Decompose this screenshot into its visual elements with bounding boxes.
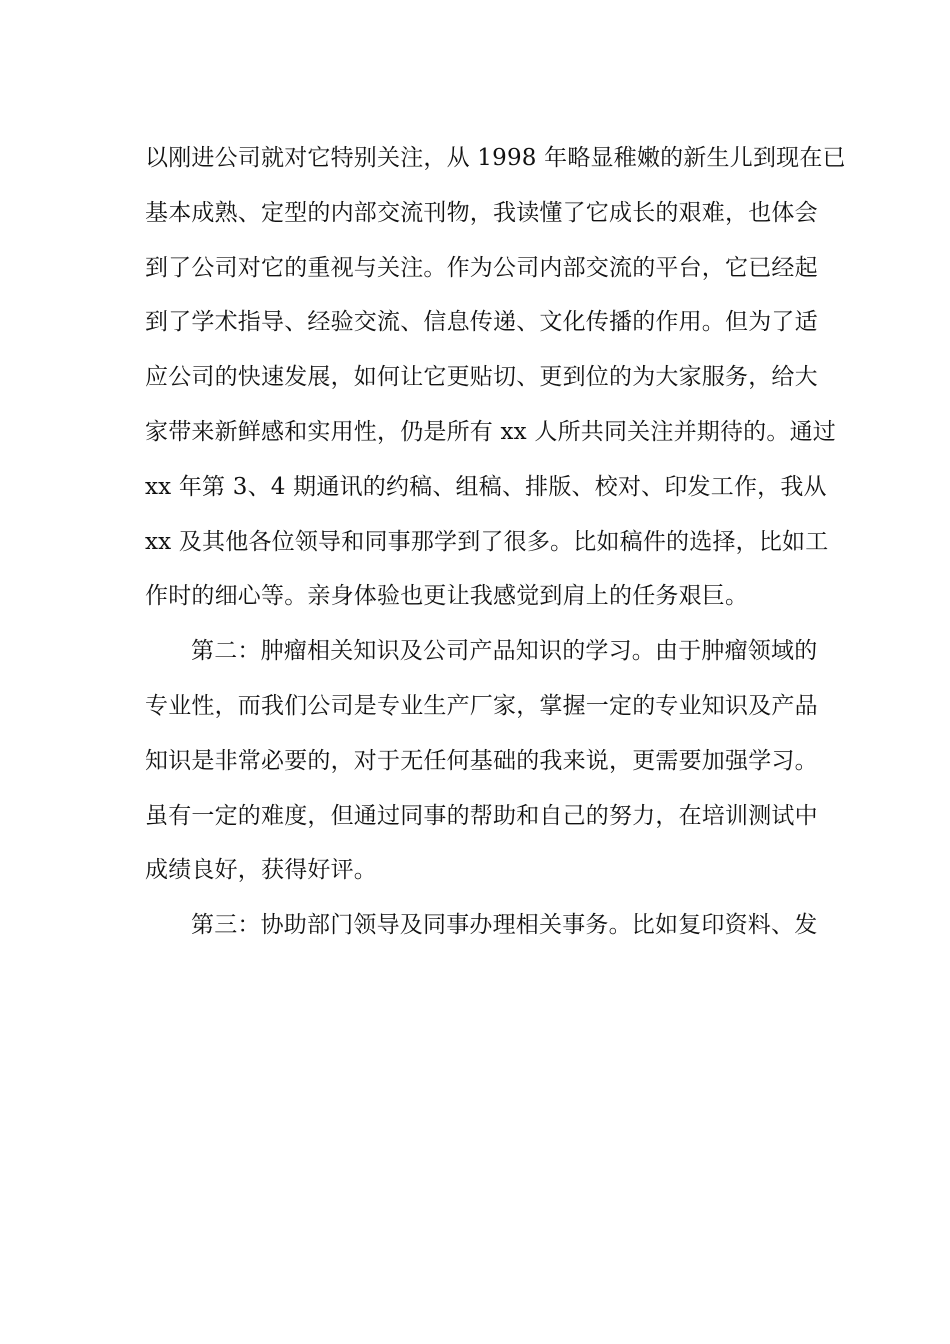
- text-line: 家带来新鲜感和实用性，仍是所有 xx 人所共同关注并期待的。通过: [145, 418, 836, 445]
- paragraph-newsletter: [145, 131, 846, 624]
- text-line: 基本成熟、定型的内部交流刊物，我读懂了它成长的艰难，也体会: [145, 199, 818, 226]
- text-line: xx 及其他各位领导和同事那学到了很多。比如稿件的选择，比如工: [145, 528, 829, 555]
- text-line: 以刚进公司就对它特别关注，从 1998 年略显稚嫩的新生儿到现在已: [145, 145, 846, 171]
- text-line: 到了公司对它的重视与关注。作为公司内部交流的平台，它已经起: [145, 254, 818, 281]
- text-line: 第二：肿瘤相关知识及公司产品知识的学习。由于肿瘤领域的: [191, 638, 818, 665]
- text-line: xx 年第 3、4 期通讯的约稿、组稿、排版、校对、印发工作，我从: [145, 473, 827, 500]
- text-line: 虽有一定的难度，但通过同事的帮助和自己的努力，在培训测试中: [145, 802, 818, 829]
- text-line: 作时的细心等。亲身体验也更让我感觉到肩上的任务艰巨。: [145, 583, 749, 610]
- document-body: [145, 131, 846, 953]
- text-line: 专业性，而我们公司是专业生产厂家，掌握一定的专业知识及产品: [145, 692, 818, 719]
- text-line: 第三：协助部门领导及同事办理相关事务。比如复印资料、发: [191, 912, 818, 939]
- paragraph-third: [145, 898, 818, 953]
- text-line: 应公司的快速发展，如何让它更贴切、更到位的为大家服务，给大: [145, 364, 818, 391]
- text-line: 知识是非常必要的，对于无任何基础的我来说，更需要加强学习。: [145, 747, 818, 774]
- text-line: 到了学术指导、经验交流、信息传递、文化传播的作用。但为了适: [145, 309, 818, 336]
- paragraph-second: [145, 624, 818, 898]
- text-line: 成绩良好，获得好评。: [145, 857, 377, 884]
